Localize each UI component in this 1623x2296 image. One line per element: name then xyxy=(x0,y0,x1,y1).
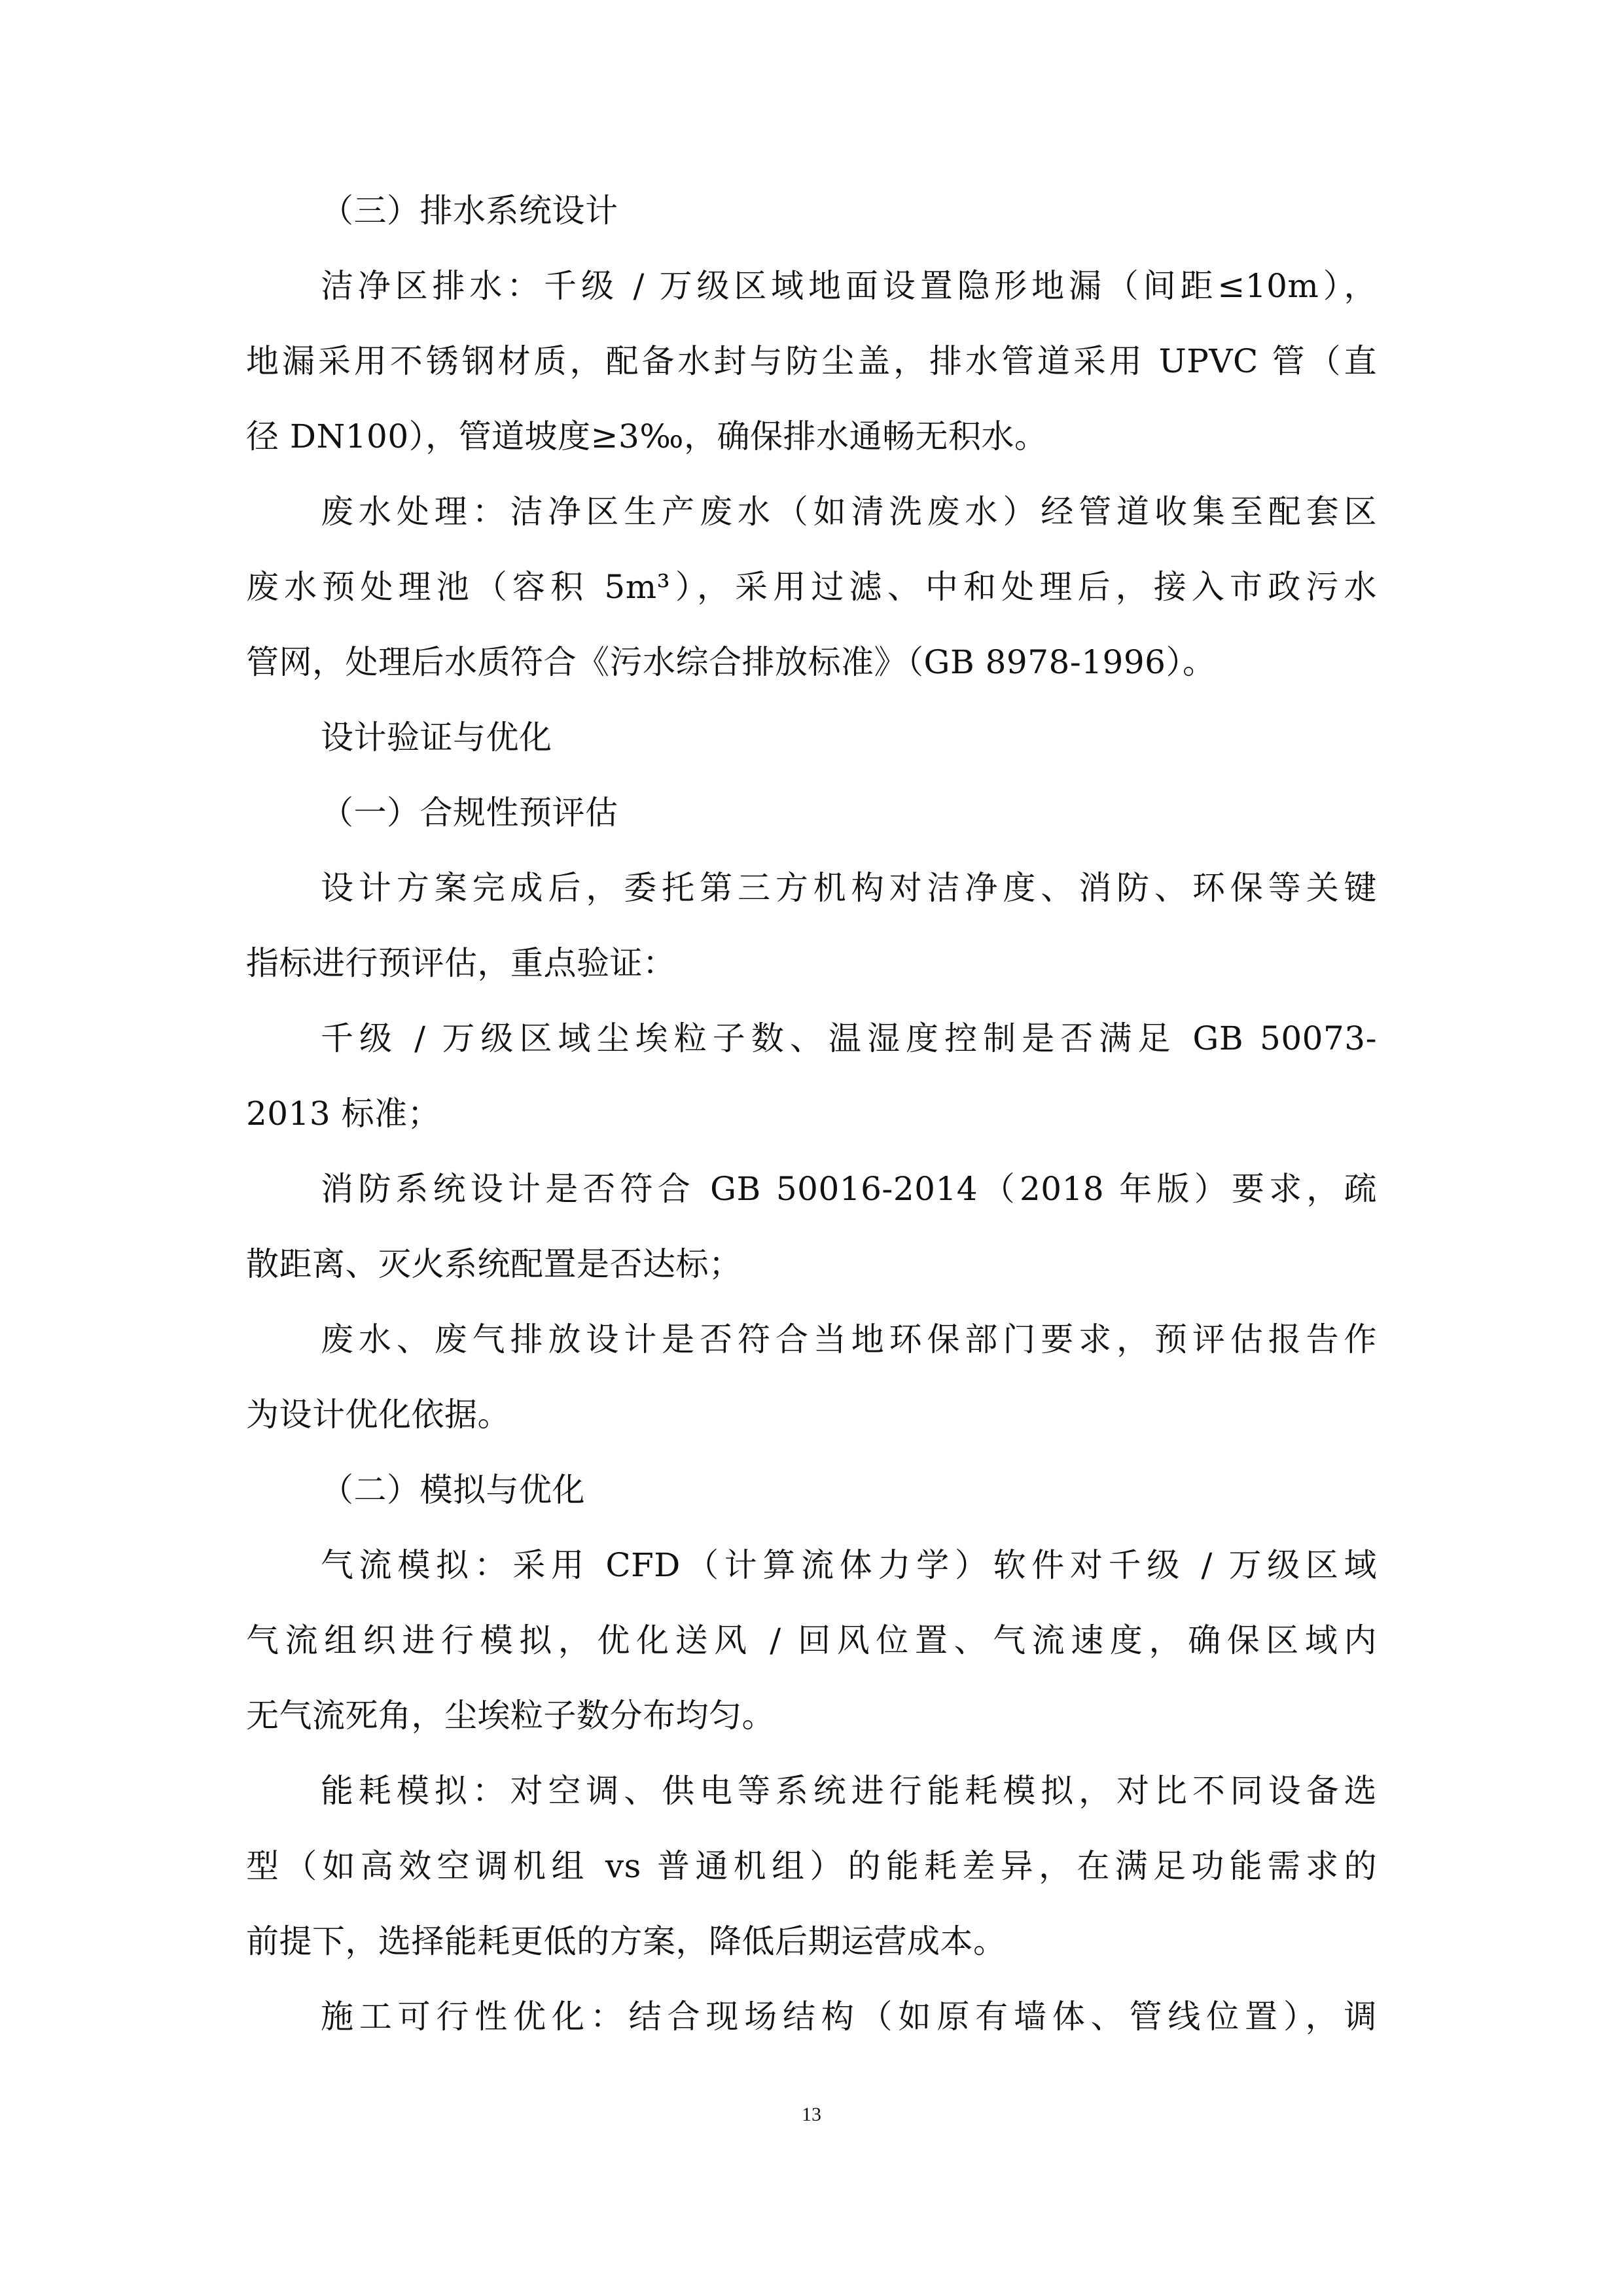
page-number: 13 xyxy=(802,2104,821,2125)
paragraph-line: 指标进行预评估，重点验证： xyxy=(246,944,676,982)
paragraph-line: 散距离、灭火系统配置是否达标； xyxy=(246,1245,742,1283)
paragraph-line: 废水预处理池（容积 5m³），采用过滤、中和处理后，接入市政污水 xyxy=(246,568,1377,606)
subsection-heading-simulation: （二）模拟与优化 xyxy=(321,1471,585,1509)
paragraph-line: 消防系统设计是否符合 GB 50016-2014（2018 年版）要求，疏 xyxy=(321,1170,1377,1208)
paragraph-line: 设计方案完成后，委托第三方机构对洁净度、消防、环保等关键 xyxy=(321,869,1377,907)
paragraph-line: 径 DN100），管道坡度≥3‰，确保排水通畅无积水。 xyxy=(246,417,1048,455)
paragraph-line: 洁净区排水：千级 / 万级区域地面设置隐形地漏（间距≤10m）， xyxy=(321,267,1377,305)
paragraph-line: 废水处理：洁净区生产废水（如清洗废水）经管道收集至配套区 xyxy=(321,493,1377,531)
paragraph-line: 地漏采用不锈钢材质，配备水封与防尘盖，排水管道采用 UPVC 管（直 xyxy=(246,342,1377,380)
paragraph-line: 气流组织进行模拟，优化送风 / 回风位置、气流速度，确保区域内 xyxy=(246,1621,1377,1659)
paragraph-line: 废水、废气排放设计是否符合当地环保部门要求，预评估报告作 xyxy=(321,1320,1377,1358)
paragraph-line: 气流模拟：采用 CFD（计算流体力学）软件对千级 / 万级区域 xyxy=(321,1546,1377,1584)
paragraph-line: 型（如高效空调机组 vs 普通机组）的能耗差异，在满足功能需求的 xyxy=(246,1847,1377,1885)
paragraph-line: 无气流死角，尘埃粒子数分布均匀。 xyxy=(246,1697,775,1735)
section-heading-validation: 设计验证与优化 xyxy=(321,718,552,756)
paragraph-line: 前提下，选择能耗更低的方案，降低后期运营成本。 xyxy=(246,1922,1007,1960)
paragraph-line: 千级 / 万级区域尘埃粒子数、温湿度控制是否满足 GB 50073- xyxy=(321,1019,1377,1057)
section-heading-drainage: （三）排水系统设计 xyxy=(321,192,618,230)
paragraph-line: 为设计优化依据。 xyxy=(246,1396,510,1434)
paragraph-line: 2013 标准； xyxy=(246,1095,441,1133)
subsection-heading-compliance: （一）合规性预评估 xyxy=(321,794,618,832)
paragraph-line: 管网，处理后水质符合《污水综合排放标准》（GB 8978-1996）。 xyxy=(246,643,1216,681)
paragraph-line: 能耗模拟：对空调、供电等系统进行能耗模拟，对比不同设备选 xyxy=(321,1772,1377,1810)
paragraph-line: 施工可行性优化：结合现场结构（如原有墙体、管线位置），调 xyxy=(321,1998,1377,2036)
